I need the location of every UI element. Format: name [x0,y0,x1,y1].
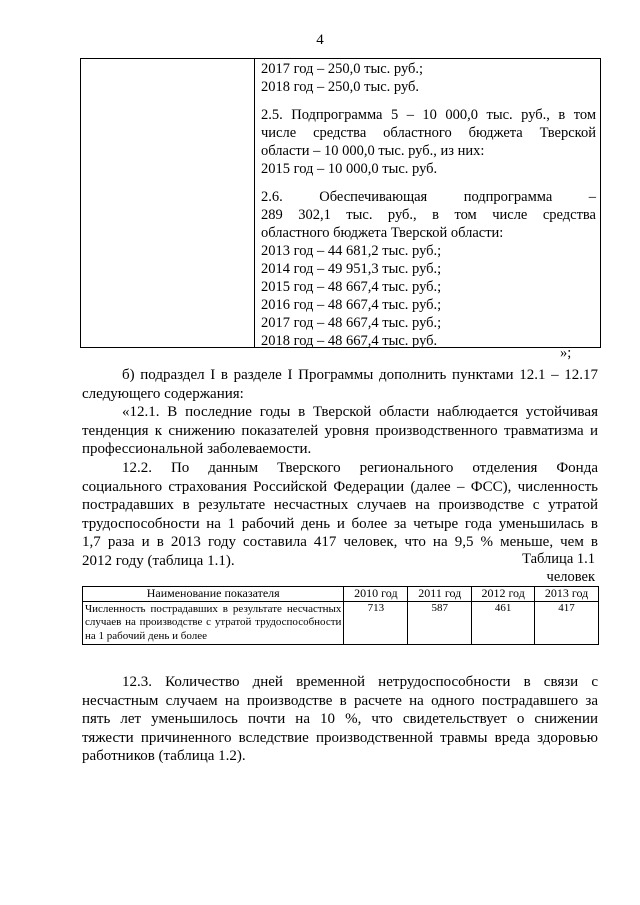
table-cell: 713 [344,601,408,645]
subprogram-6-line: 2.6. Обеспечивающая подпрограмма – [261,189,596,205]
row-label: Численность пострадавших в результате несчастных случаев на производстве с утратой трудоспособности на 1 рабочий день и более [83,601,344,645]
paragraph-line: 12.3. Количество дней временной нетрудоспособности в связи с [122,674,598,690]
subprogram-6-line: 289 302,1 тыс. руб., в том числе средства [261,207,596,223]
funding-table-fragment [80,58,601,348]
paragraph-line: 2012 году (таблица 1.1). [82,552,235,569]
column-header: 2010 год [344,587,408,602]
paragraph-line: тяжести причиненного вследствие производственной травмы вреда здоровью [82,729,598,746]
funding-line: 2018 год – 250,0 тыс. руб. [261,79,420,95]
paragraph-12-1 [82,403,598,459]
paragraph-line: 12.2. По данным Тверского регионального отделения Фонда [122,460,598,476]
paragraph-line: «12.1. В последние годы в Тверской области наблюдается устойчивая [122,404,598,420]
paragraph-line: работников (таблица 1.2). [82,748,246,765]
funding-line: 2017 год – 48 667,4 тыс. руб.; [261,315,442,331]
table-header-row [83,587,599,602]
column-header: 2011 год [408,587,472,602]
paragraph-line: трудоспособности на 1 рабочий день и более за четыре года уменьшилась в [82,515,598,532]
paragraph-line: пять лет уменьшилось почти на 10 %, что свидетельствует о снижении [82,711,598,728]
funding-line: 2015 год – 48 667,4 тыс. руб.; [261,279,442,295]
column-header: Наименование показателя [83,587,344,602]
column-header: 2012 год [472,587,535,602]
funding-line: 2017 год – 250,0 тыс. руб.; [261,61,424,77]
subprogram-5-line: 2.5. Подпрограмма 5 – 10 000,0 тыс. руб., в том [261,107,596,123]
subprogram-5-line: 2015 год – 10 000,0 тыс. руб. [261,161,438,177]
funding-text-cell [261,60,596,350]
paragraph-line: б) подраздел I в разделе I Программы дополнить пунктами 12.1 – 12.17 [122,367,598,383]
subprogram-5-line: числе средства областного бюджета Тверской [261,125,596,141]
paragraph-line: социального страхования Российской Федерации (далее – ФСС), численность [82,478,598,495]
funding-line: 2018 год – 48 667,4 тыс. руб. [261,333,438,349]
page-number: 4 [316,32,324,48]
subprogram-6-line: областного бюджета Тверской области: [261,225,504,241]
subprogram-5-line: области – 10 000,0 тыс. руб., из них: [261,143,485,159]
column-header: 2013 год [535,587,599,602]
paragraph-line: следующего содержания: [82,385,244,402]
paragraph-b [82,366,598,403]
table-cell: 587 [408,601,472,645]
table-unit: человек [546,569,595,585]
paragraph-line: тенденция к снижению показателей уровня производственного травматизма и [82,422,598,439]
funding-line: 2014 год – 49 951,3 тыс. руб.; [261,261,442,277]
paragraph-line: несчастным случаем на производстве в расчете на одного пострадавшего за [82,692,598,709]
paragraph-12-3 [82,673,598,766]
paragraph-line: пострадавших в результате несчастных случаев на производстве с утратой [82,497,598,514]
table-row [83,601,599,645]
paragraph-line: профессиональной заболеваемости. [82,441,312,458]
column-divider [254,59,255,347]
paragraph-line: 1,7 раза и в 2013 году составила 417 человек, что на 9,5 % меньше, чем в [82,534,598,551]
funding-line: 2013 год – 44 681,2 тыс. руб.; [261,243,442,259]
table-cell: 461 [472,601,535,645]
table-caption: Таблица 1.1 [522,551,595,567]
funding-line: 2016 год – 48 667,4 тыс. руб.; [261,297,442,313]
injury-statistics-table [82,586,599,645]
paragraph-12-2 [82,459,598,571]
closing-quote: »; [560,345,572,361]
table-cell: 417 [535,601,599,645]
